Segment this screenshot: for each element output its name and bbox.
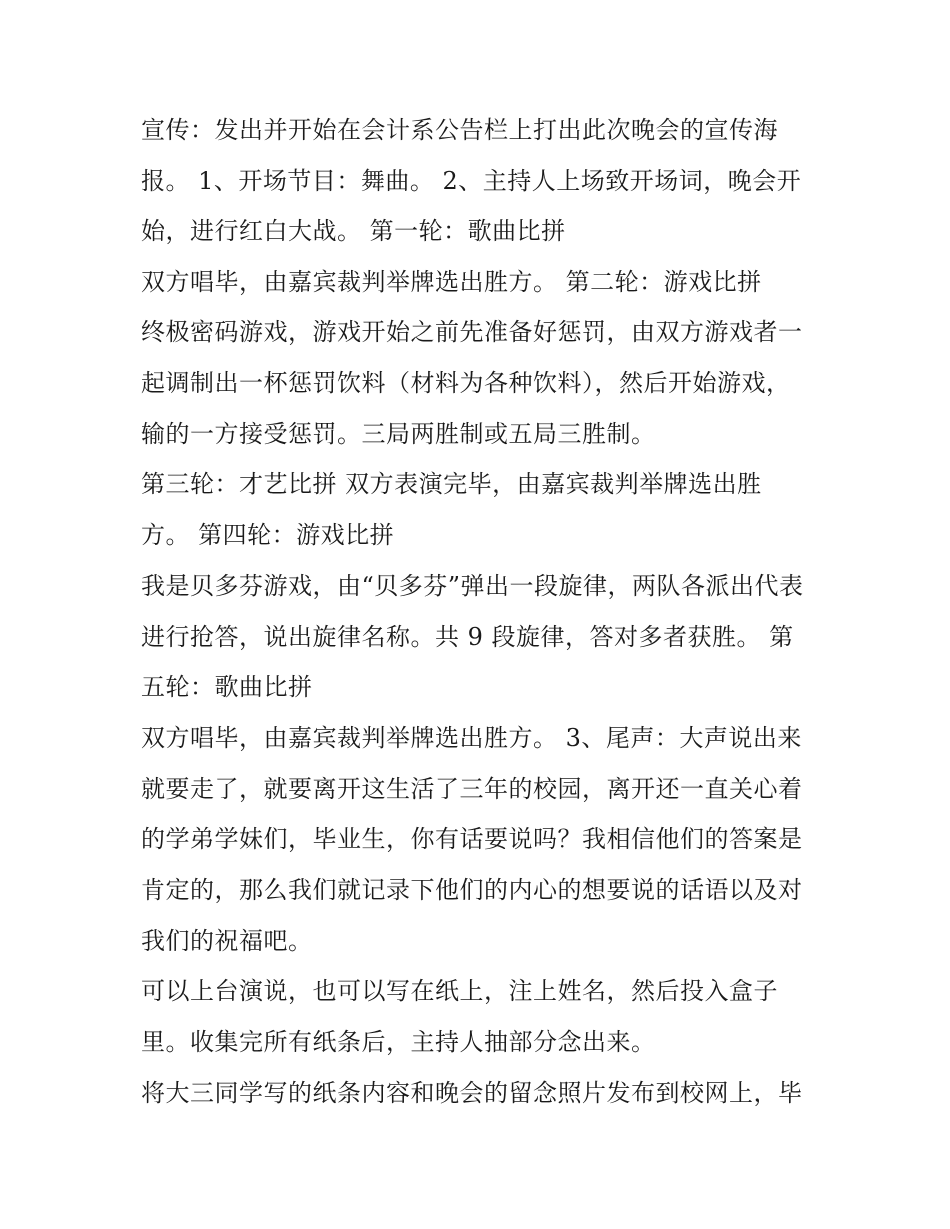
text-line: 双方唱毕，由嘉宾裁判举牌选出胜方。 3、尾声：大声说出来 [141,724,802,752]
text-line: 报。 1、开场节目：舞曲。 2、主持人上场致开场词，晚会开 [141,167,802,195]
text-line: 进行抢答，说出旋律名称。共 9 段旋律，答对多者获胜。 第 [141,623,794,651]
text-line: 就要走了，就要离开这生活了三年的校园，离开还一直关心着 [141,775,803,803]
text-line: 输的一方接受惩罚。三局两胜制或五局三胜制。 [141,420,656,448]
text-line: 肯定的，那么我们就记录下他们的内心的想要说的话语以及对 [141,876,803,904]
text-line: 里。收集完所有纸条后，主持人抽部分念出来。 [141,1028,656,1056]
text-line: 方。 第四轮：游戏比拼 [141,521,395,549]
text-line: 可以上台演说，也可以写在纸上，注上姓名，然后投入盒子 [141,977,778,1005]
text-line: 我们的祝福吧。 [141,927,313,955]
text-line: 将大三同学写的纸条内容和晚会的留念照片发布到校网上，毕 [141,1079,803,1107]
text-line: 起调制出一杯惩罚饮料（材料为各种饮料），然后开始游戏， [141,369,791,397]
text-line: 我是贝多芬游戏，由“贝多芬”弹出一段旋律，两队各派出代表 [141,572,804,600]
text-line: 宣传：发出并开始在会计系公告栏上打出此次晚会的宣传海 [141,116,778,144]
text-line: 终极密码游戏，游戏开始之前先准备好惩罚，由双方游戏者一 [141,318,803,346]
text-line: 第三轮：才艺比拼 双方表演完毕，由嘉宾裁判举牌选出胜 [141,470,762,498]
text-line: 五轮：歌曲比拼 [141,673,313,701]
text-line: 始，进行红白大战。 第一轮：歌曲比拼 [141,217,566,245]
text-line: 的学弟学妹们，毕业生，你有话要说吗？我相信他们的答案是 [141,825,803,853]
text-line: 双方唱毕，由嘉宾裁判举牌选出胜方。 第二轮：游戏比拼 [141,268,762,296]
